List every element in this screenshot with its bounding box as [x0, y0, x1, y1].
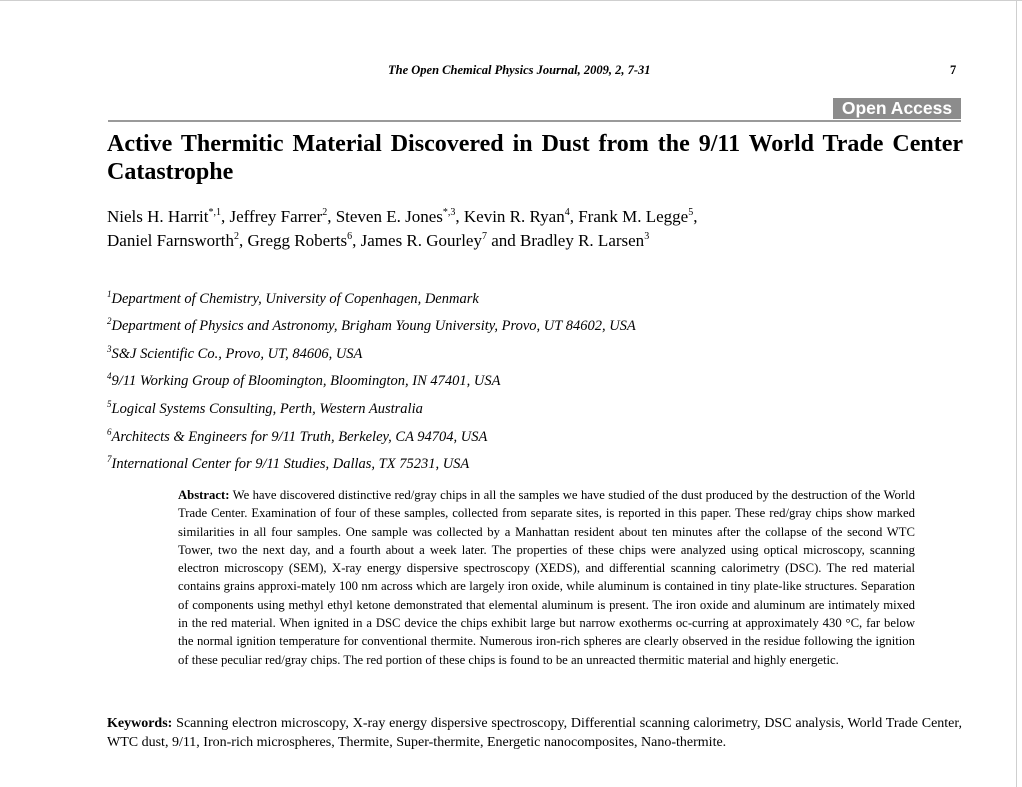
author: Daniel Farnsworth$^2$,: [107, 231, 248, 250]
keywords: [107, 714, 962, 752]
author: Kevin R. Ryan$^4$,: [463, 207, 579, 226]
affiliation-2: $^2$Department of Physics and Astronomy, Brigham Young University, Provo, UT 84602, USA: [107, 316, 636, 334]
keywords-text: Scanning electron microscopy, X-ray energy dispersive spectroscopy, Differential scanning calorimetry, DSC analysis, World Trade Center, WTC dust, 9/11, Iron-rich microspheres, Thermite, Super-thermite, Energetic nanocomposites, Nano-thermite.: [107, 716, 962, 750]
author: Jeffrey Farrer$^2$,: [229, 207, 336, 226]
page-number: 7: [950, 63, 957, 77]
author: Frank M. Legge$^5$,: [578, 207, 698, 226]
open-access-badge: Open Access: [833, 98, 961, 119]
page-frame-top: [0, 0, 1022, 1]
author-list: [107, 205, 967, 253]
page-frame-right: [1016, 0, 1017, 787]
abstract-text: We have discovered distinctive red/gray chips in all the samples we have studied of the dust produced by the destruction of the World Trade Center. Examination of four of these samples, collected from separate sites, is reported in this paper. These red/gray chips show marked similarities in all four samples. One sample was collected by a Manhattan resident about ten minutes after the collapse of the second WTC Tower, two the next day, and a fourth about a week later. The properties of these chips were analyzed using optical microscopy, scanning electron microscopy (SEM), X-ray energy dispersive spectroscopy (XEDS), and differential scanning calorimetry (DSC). The red material contains grains approxi-mately 100 nm across which are largely iron oxide, while aluminum is contained in tiny plate-like structures. Separation of components using methyl ethyl ketone demonstrated that elemental aluminum is present. The iron oxide and aluminum are intimately mixed in the red material. When ignited in a DSC device the chips exhibit large but narrow exotherms oc-curring at approximately 430 °C, far below the normal ignition temperature for conventional thermite. Numerous iron-rich spheres are clearly observed in the residue following the ignition of these peculiar red/gray chips. The red portion of these chips is found to be an unreacted thermitic material and highly energetic.: [178, 488, 915, 667]
affiliation-3: $^3$S&J Scientific Co., Provo, UT, 84606, USA: [107, 344, 363, 362]
affiliation-1: $^1$Department of Chemistry, University of Copenhagen, Denmark: [107, 289, 479, 307]
abstract-label: Abstract:: [178, 488, 230, 502]
author: James R. Gourley$^7$ and: [360, 231, 521, 250]
header-rule: [108, 120, 961, 122]
author: Gregg Roberts$^6$,: [247, 231, 361, 250]
keywords-label: Keywords:: [107, 716, 173, 731]
journal-citation: The Open Chemical Physics Journal, 2009, 2, 7-31: [388, 63, 651, 77]
paper-title: Active Thermitic Material Discovered in Dust from the 9/11 World Trade Center Catastrophe: [107, 131, 963, 185]
affiliation-6: $^6$Architects & Engineers for 9/11 Truth, Berkeley, CA 94704, USA: [107, 427, 488, 445]
abstract: [178, 486, 915, 669]
author: Steven E. Jones$^{*,3}$,: [335, 207, 464, 226]
author: Niels H. Harrit$^{*,1}$,: [107, 207, 230, 226]
affiliation-5: $^5$Logical Systems Consulting, Perth, Western Australia: [107, 399, 423, 417]
affiliation-7: $^7$International Center for 9/11 Studies, Dallas, TX 75231, USA: [107, 454, 470, 472]
author: Bradley R. Larsen$^3$: [520, 231, 650, 250]
affiliation-4: $^4$9/11 Working Group of Bloomington, Bloomington, IN 47401, USA: [107, 371, 501, 389]
